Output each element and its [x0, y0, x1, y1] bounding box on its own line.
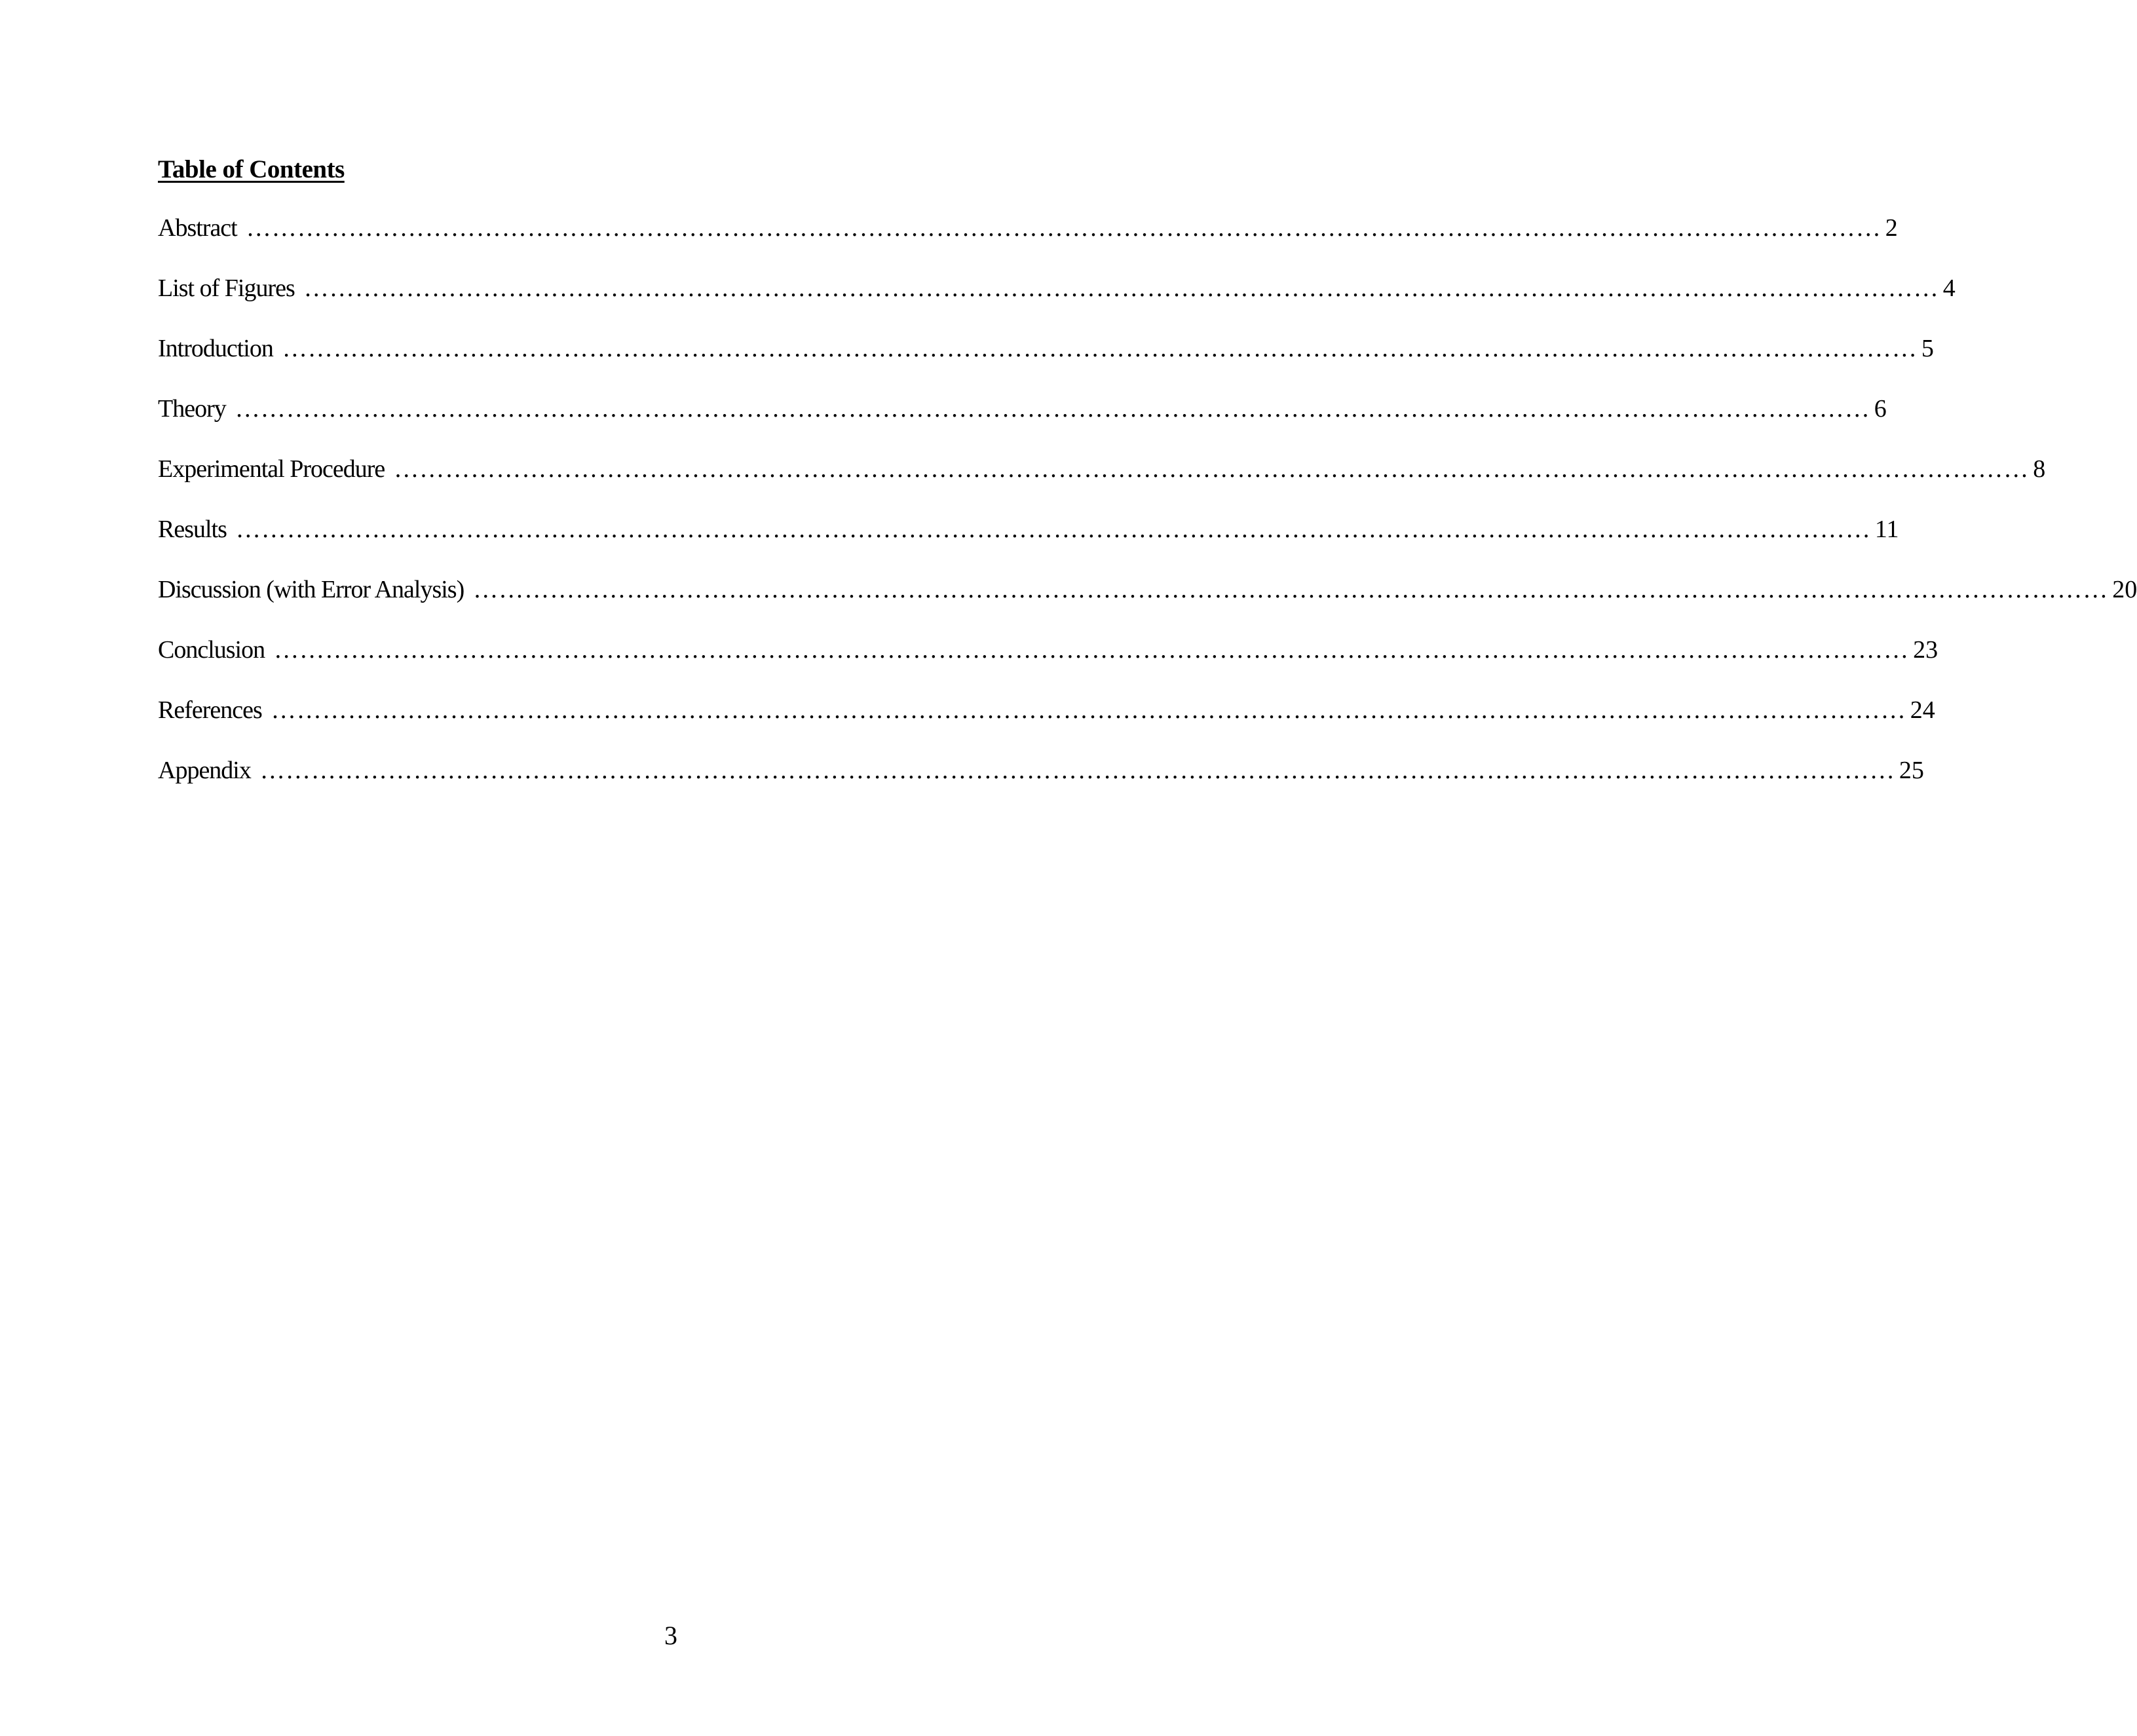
toc-entry-abstract [158, 214, 1898, 250]
toc-entry-page: 11 [1874, 516, 1899, 543]
toc-entry-page: 20 [2112, 576, 2137, 603]
toc-entry-label: Results [158, 516, 227, 543]
toc-leader-dots: ………………………………………………………………………………………………………………………………………………………………………… [394, 455, 2030, 483]
toc-leader-dots: ………………………………………………………………………………………………………………………………………………………………………… [274, 636, 1910, 664]
toc-leader-dots: ………………………………………………………………………………………………………………………………………………………………………… [235, 395, 1870, 423]
toc-entry-label: References [158, 696, 262, 724]
toc-leader-dots: ………………………………………………………………………………………………………………………………………………………………………… [235, 516, 1871, 543]
toc-title: Table of Contents [158, 155, 345, 183]
toc-entry-page: 25 [1899, 757, 1924, 784]
toc-entry-page: 4 [1942, 274, 1956, 302]
toc-leader-dots: ………………………………………………………………………………………………………………………………………………………………………… [246, 214, 1882, 242]
toc-leader-dots: ………………………………………………………………………………………………………………………………………………………………………… [473, 576, 2109, 603]
toc-leader-dots: ………………………………………………………………………………………………………………………………………………………………………… [259, 757, 1895, 784]
toc-leader-dots: ………………………………………………………………………………………………………………………………………………………………………… [303, 274, 1939, 302]
toc-entry-label: Experimental Procedure [158, 455, 385, 483]
toc-entry-label: Abstract [158, 214, 237, 242]
toc-entry-page: 23 [1913, 636, 1938, 664]
toc-entry-page: 5 [1921, 335, 1934, 362]
toc-entry-experimental-procedure [158, 455, 2046, 491]
toc-entry-theory [158, 394, 1887, 431]
toc-entry-label: Conclusion [158, 636, 265, 664]
toc-entry-introduction [158, 334, 1934, 371]
toc-entry-label: Theory [158, 395, 226, 423]
toc-entry-results [158, 515, 1899, 552]
toc-entry-list-of-figures [158, 274, 1956, 311]
toc-entry-conclusion [158, 635, 1938, 672]
toc-entry-label: Introduction [158, 335, 273, 362]
toc-entry-label: Discussion (with Error Analysis) [158, 576, 464, 603]
toc-entry-discussion [158, 575, 2137, 612]
page-number: 3 [664, 1621, 677, 1650]
toc-entry-label: Appendix [158, 757, 251, 784]
toc-leader-dots: ………………………………………………………………………………………………………………………………………………………………………… [271, 696, 1906, 724]
toc-entry-page: 8 [2033, 455, 2046, 483]
toc-leader-dots: ………………………………………………………………………………………………………………………………………………………………………… [282, 335, 1918, 362]
toc-entry-label: List of Figures [158, 274, 295, 302]
toc-entry-page: 6 [1874, 395, 1887, 423]
toc-entry-page: 2 [1885, 214, 1898, 242]
toc-entry-page: 24 [1910, 696, 1935, 724]
toc-entry-appendix [158, 756, 1924, 793]
toc-entry-references [158, 696, 1935, 732]
